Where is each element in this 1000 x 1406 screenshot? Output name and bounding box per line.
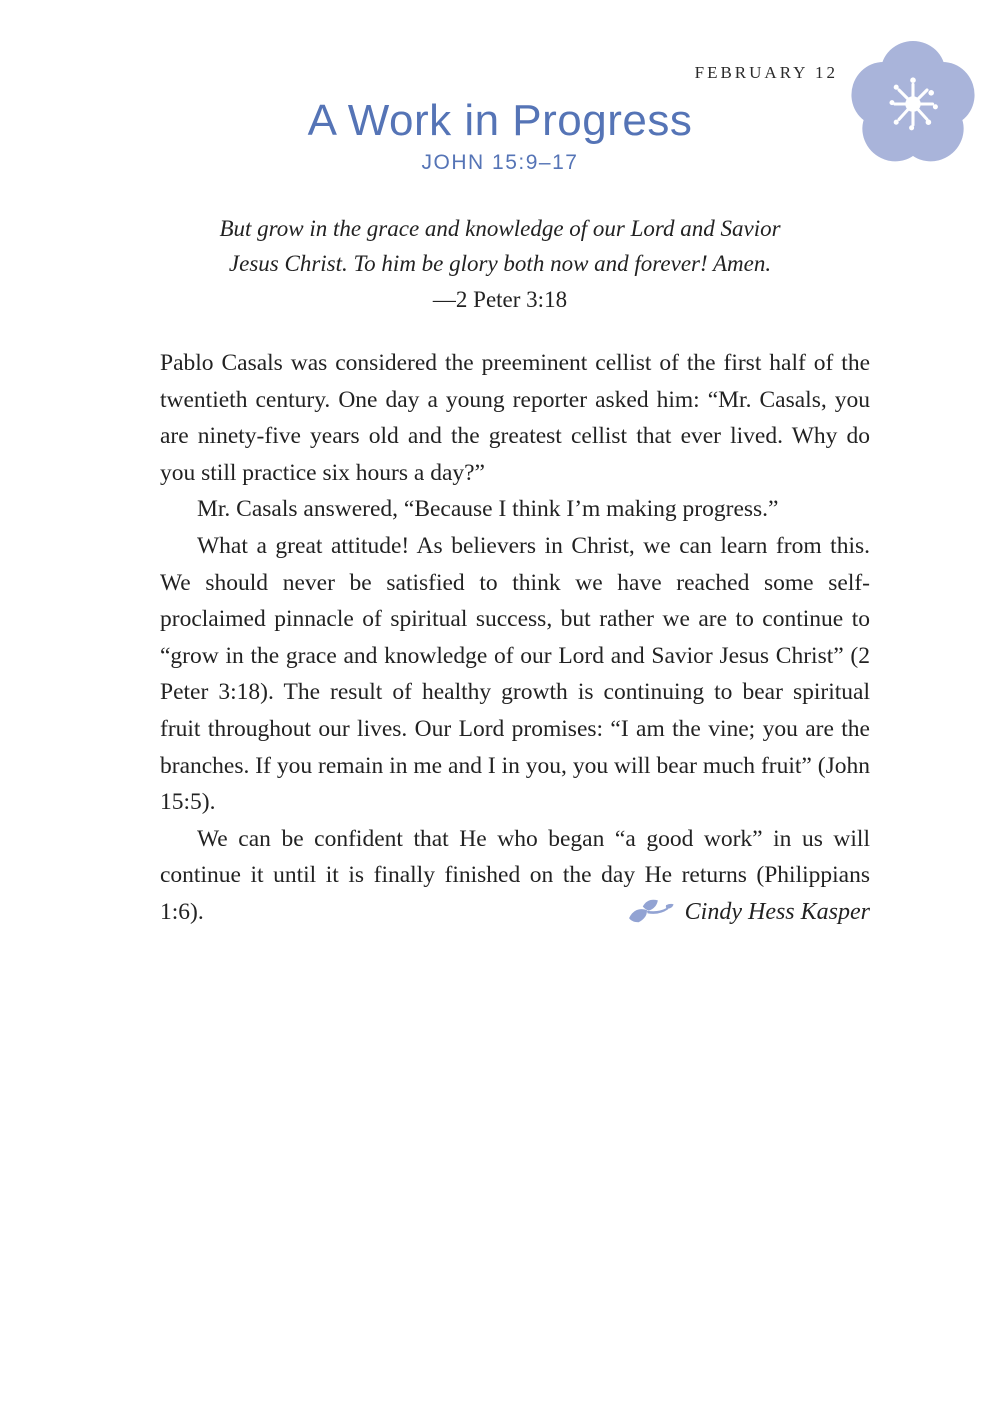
page-title: A Work in Progress bbox=[307, 96, 693, 145]
body-paragraph: Mr. Casals answered, “Because I think I’m making progress.” bbox=[197, 496, 779, 523]
epigraph-verse bbox=[130, 212, 870, 281]
epigraph-line: But grow in the grace and knowledge of our Lord and Savior bbox=[219, 216, 781, 241]
epigraph-line: Jesus Christ. To him be glory both now and forever! Amen. bbox=[228, 250, 772, 276]
body-paragraph: What a great attitude! As believers in Christ, we can learn from this. We should never be satisfied to think we have reached some self-proclaimed pinnacle of spiritual success, but rather we are to continue to “grow in the grace and knowledge of our Lord and Savior Jesus Christ” (2 Peter 3:18). The result of healthy growth is continuing to bear spiritual fruit throughout our lives. Our Lord promises: “I am the vine; you are the branches. If you remain in me and I in you, you will bear much fruit” (John 15:5). bbox=[160, 532, 870, 816]
body-paragraph: Pablo Casals was considered the preeminent cellist of the first half of the twentieth century. One day a young reporter asked him: “Mr. Casals, you are ninety-five years old and the greatest cellist that ever lived. Why do you still practice six hours a day?” bbox=[160, 350, 870, 486]
author-signature bbox=[160, 894, 870, 931]
devotional-body bbox=[160, 345, 870, 931]
leaf-sprig-icon bbox=[627, 895, 675, 929]
date-heading: FEBRUARY 12 bbox=[694, 63, 838, 82]
author-name: Cindy Hess Kasper bbox=[684, 898, 870, 925]
scripture-reference: JOHN 15:9–17 bbox=[421, 151, 579, 174]
epigraph-attribution: —2 Peter 3:18 bbox=[432, 287, 568, 312]
body-paragraph: We can be confident that He who began “a good work” in us will continue it until it is finally finished on the day He returns (Philippians 1:6). bbox=[160, 825, 870, 925]
